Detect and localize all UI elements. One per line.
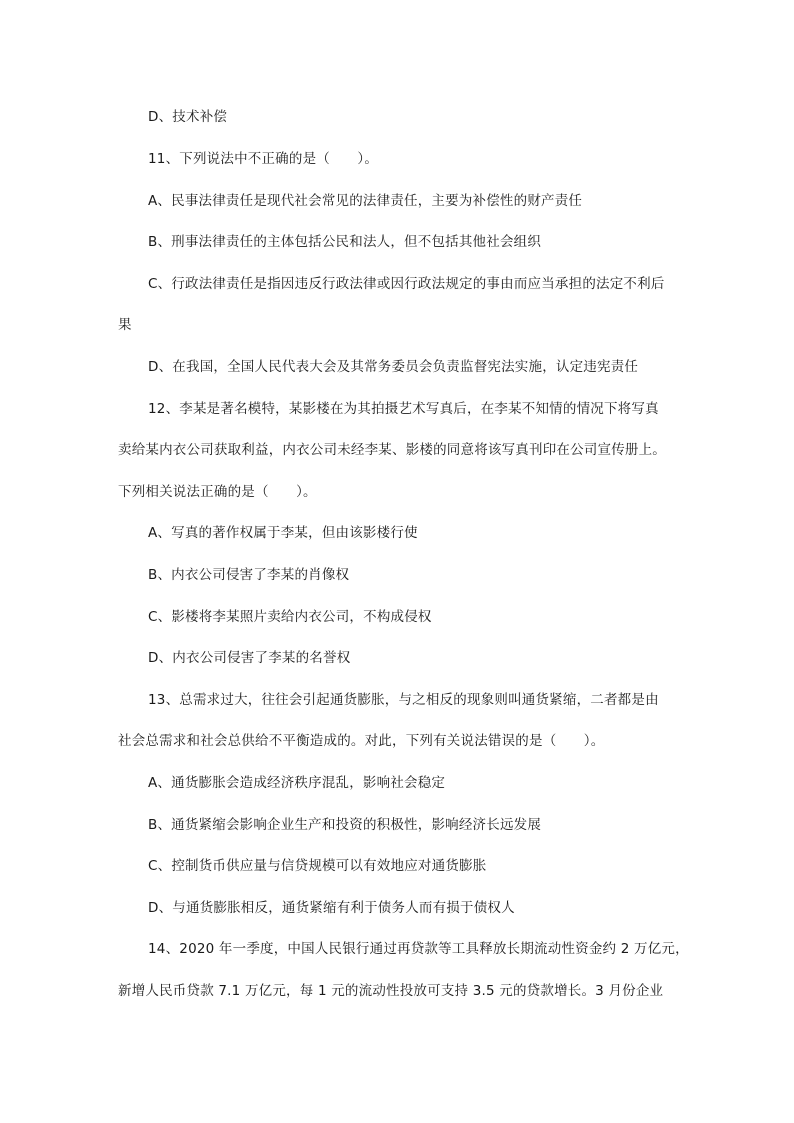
q11-option-b: B、刑事法律责任的主体包括公民和法人，但不包括其他社会组织 [148,234,542,250]
q11-option-c-cont: 果 [118,317,132,333]
q12-stem-cont-1: 卖给某内衣公司获取利益，内衣公司未经李某、影楼的同意将该写真刊印在公司宣传册上。 [118,442,666,458]
q11-stem: 11、下列说法中不正确的是（ ）。 [148,151,379,167]
q14-stem: 14、2020 年一季度，中国人民银行通过再贷款等工具释放长期流动性资金约 2 万亿元， [148,941,689,957]
q11-option-d: D、在我国，全国人民代表大会及其常务委员会负责监督宪法实施，认定违宪责任 [148,359,639,375]
q12-stem: 12、李某是著名模特，某影楼在为其拍摄艺术写真后，在李某不知情的情况下将写真 [148,401,659,417]
q14-stem-cont: 新增人民币贷款 7.1 万亿元，每 1 元的流动性投放可支持 3.5 元的贷款增长。3 月份企业 [118,983,664,999]
q12-option-a: A、写真的著作权属于李某，但由该影楼行使 [148,525,418,541]
q11-option-c: C、行政法律责任是指因违反行政法律或因行政法规定的事由而应当承担的法定不利后 [148,276,665,292]
q12-stem-cont-2: 下列相关说法正确的是（ ）。 [118,484,317,500]
q13-stem: 13、总需求过大，往往会引起通货膨胀，与之相反的现象则叫通货紧缩，二者都是由 [148,692,659,708]
q12-option-d: D、内衣公司侵害了李某的名誉权 [148,650,351,666]
q13-option-b: B、通货紧缩会影响企业生产和投资的积极性，影响经济长远发展 [148,817,542,833]
q11-option-a: A、民事法律责任是现代社会常见的法律责任，主要为补偿性的财产责任 [148,193,583,209]
q13-option-d: D、与通货膨胀相反，通货紧缩有利于债务人而有损于债权人 [148,900,515,916]
q10-option-d: D、技术补偿 [148,109,228,125]
q13-stem-cont: 社会总需求和社会总供给不平衡造成的。对此，下列有关说法错误的是（ ）。 [118,733,605,749]
q13-option-a: A、通货膨胀会造成经济秩序混乱，影响社会稳定 [148,775,446,791]
q13-option-c: C、控制货币供应量与信贷规模可以有效地应对通货膨胀 [148,858,487,874]
q12-option-c: C、影楼将李某照片卖给内衣公司，不构成侵权 [148,609,432,625]
q12-option-b: B、内衣公司侵害了李某的肖像权 [148,567,350,583]
